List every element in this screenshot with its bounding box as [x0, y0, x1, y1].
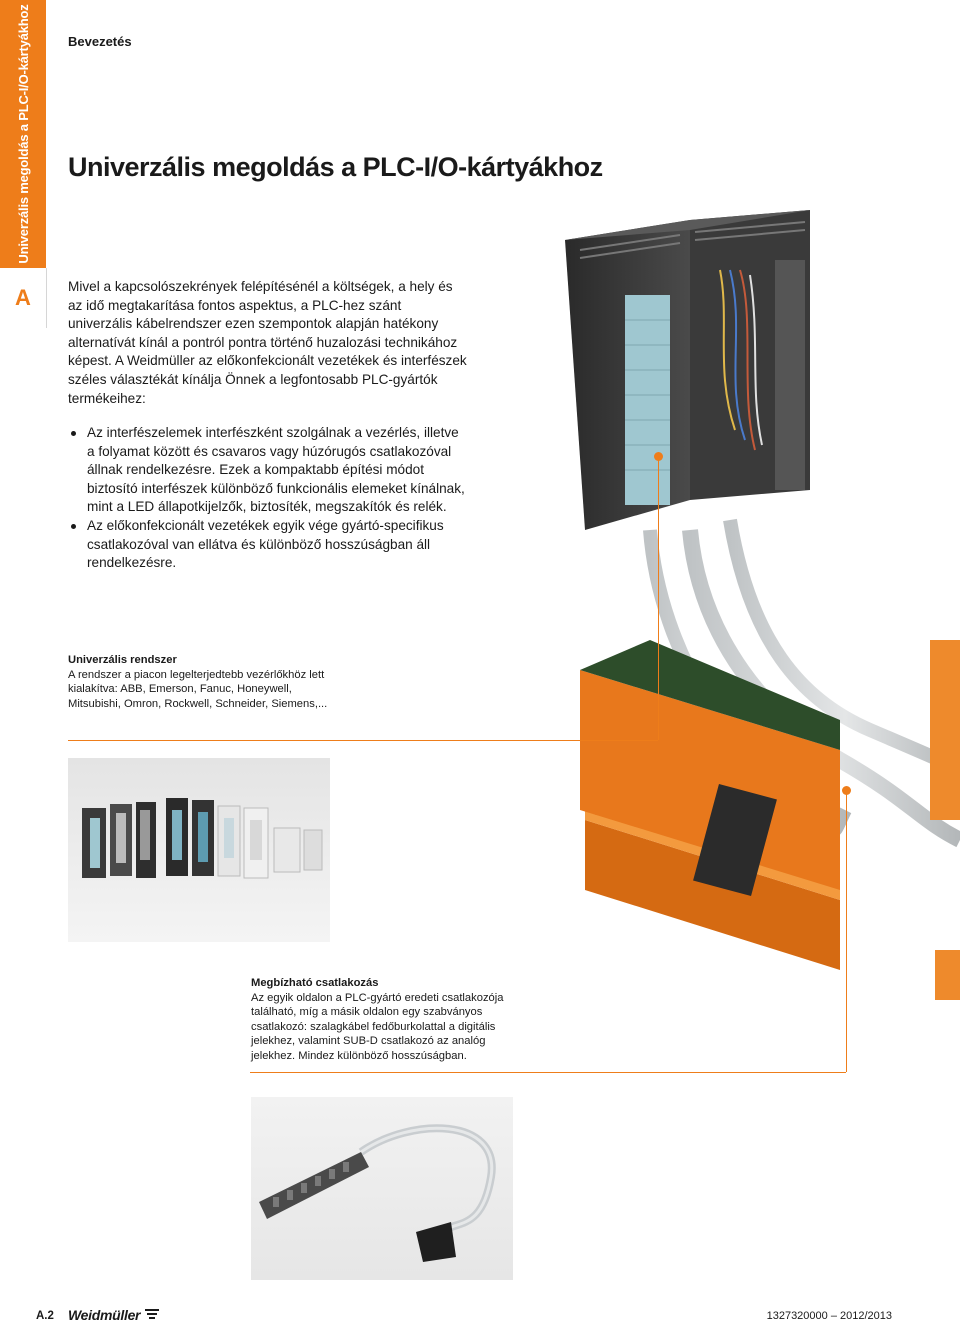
brand-mark-icon — [144, 1308, 160, 1322]
sidebar-tab — [0, 0, 46, 268]
caption-body: Az egyik oldalon a PLC-gyártó eredeti csatlakozója található, míg a másik oldalon egy szabványos csatlakozó: szalagkábel fedőburkolattal a digitális jelekhez, valamint SUB-D csatlakozó az analóg jelekhez. Mindez különböző hosszúságban. — [251, 991, 504, 1062]
caption-title: Univerzális rendszer — [68, 654, 177, 666]
brand-name: Weidmüller — [68, 1307, 141, 1323]
callout-line — [658, 458, 659, 740]
callout-line — [846, 792, 847, 1072]
caption-title: Megbízható csatlakozás — [251, 977, 379, 989]
callout-line — [250, 1072, 846, 1073]
plc-lineup-photo — [68, 758, 330, 942]
plc-hero-illustration — [540, 200, 960, 1000]
page-title: Univerzális megoldás a PLC-I/O-kártyákhoz — [68, 152, 603, 182]
intro-paragraph: Mivel a kapcsolószekrények felépítésénél a költségek, a hely és az idő megtakarítása fontos aspektus, a PLC-hez szánt univerzális kábelrendszer ezen szempontok alapján hatékony alternatívát kínál a pontról pontra történő huzalozási technikához képest. A Weidmüller az előkonfekcionált vezetékek és interfészek széles választékát kínálja Önnek a legfontosabb PLC-gyártók termékeihez: — [68, 279, 467, 406]
list-item: Az interfészelemek interfészként szolgálnak a vezérlés, illetve a folyamat között és csavaros vagy húzórugós csatlakozóval állnak rendelkezésre. Ezek a kompaktabb építési módot biztosító interfészek különböző funkcionális elemeket kínálnak, mint a LED állapotkijelzők, biztosíték, megszakítók és relék. — [68, 424, 468, 517]
caption-body: A rendszer a piacon legelterjedtebb vezérlőkhöz lett kialakítva: ABB, Emerson, Fanuc, Honeywell, Mitsubishi, Omron, Rockwell, Schneider, Siemens,... — [68, 668, 328, 710]
cable-image — [251, 1097, 513, 1280]
page-number: A.2 — [36, 1310, 54, 1322]
cable-photo — [251, 1097, 513, 1280]
section-label: Bevezetés — [68, 34, 132, 49]
brand-logo — [68, 1307, 160, 1323]
caption-reliable-connection — [251, 976, 526, 1064]
section-letter: A — [0, 268, 47, 328]
caption-universal-system — [68, 653, 338, 711]
document-code: 1327320000 – 2012/2013 — [766, 1310, 892, 1322]
callout-line — [68, 740, 658, 741]
list-item: Az előkonfekcionált vezetékek egyik vége gyártó-specifikus csatlakozóval van ellátva és különböző hosszúságban áll rendelkezésre. — [68, 517, 468, 573]
feature-list — [68, 424, 468, 573]
plc-modules-image — [68, 758, 330, 942]
sidebar-tab-label: Univerzális megoldás a PLC-I/O-kártyákhoz — [15, 4, 31, 264]
